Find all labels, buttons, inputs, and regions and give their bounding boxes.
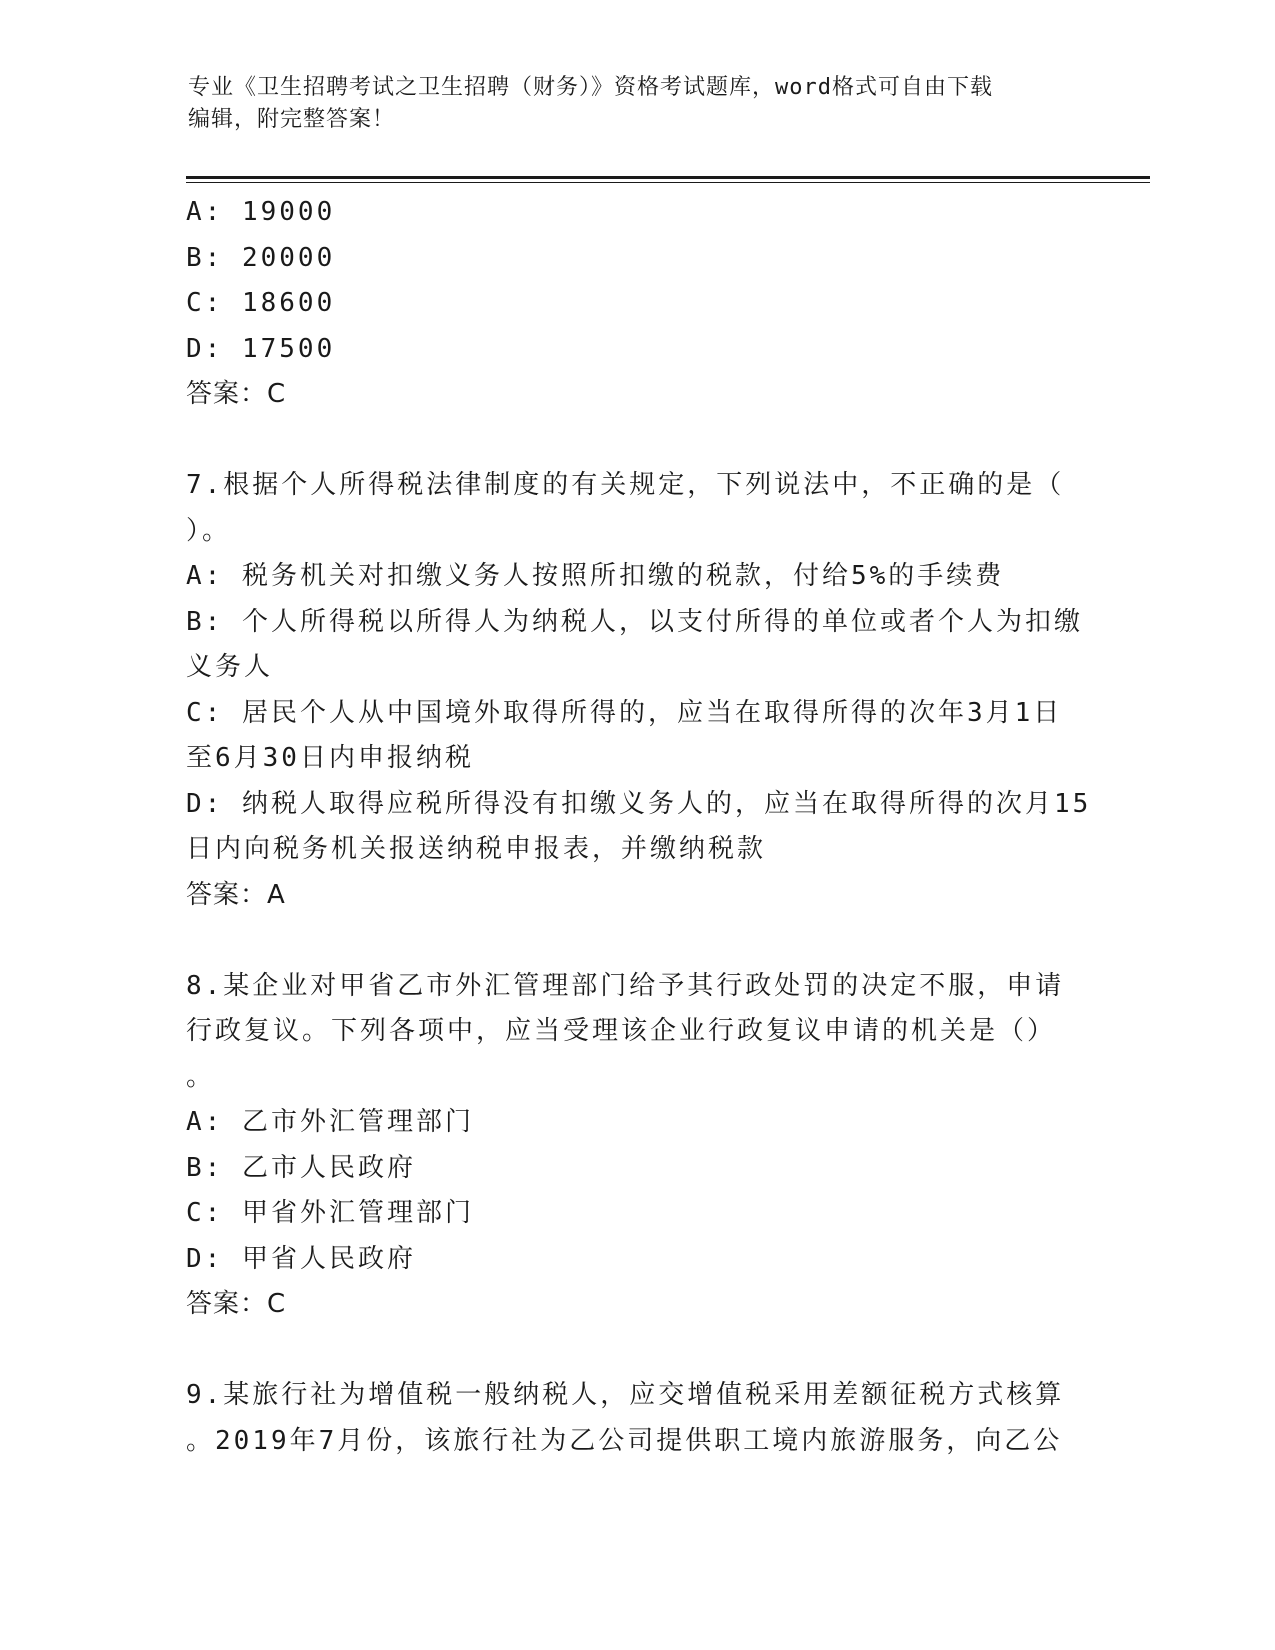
header-rule-thin: [186, 182, 1150, 183]
option-d: D: 甲省人民政府: [186, 1243, 416, 1274]
option-d: D: 17500: [186, 333, 336, 364]
option-a: A: 税务机关对扣缴义务人按照所扣缴的税款，付给5%的手续费: [186, 561, 1005, 591]
question-stem: 9.某旅行社为增值税一般纳税人，应交增值税采用差额征税方式核算: [186, 1380, 1065, 1410]
question-6: [186, 190, 1086, 418]
question-list: [186, 190, 1092, 1464]
spacer: [186, 918, 1086, 964]
header-line-1: 专业《卫生招聘考试之卫生招聘（财务）》资格考试题库，word格式可自由下载: [188, 75, 993, 100]
option-d: D: 纳税人取得应税所得没有扣缴义务人的，应当在取得所得的次月15: [186, 788, 1092, 819]
option-a: A: 乙市外汇管理部门: [186, 1107, 474, 1137]
answer: 答案：C: [186, 379, 287, 409]
answer: 答案：A: [186, 879, 286, 910]
option-b: B: 乙市人民政府: [186, 1152, 416, 1183]
question-9: [186, 1373, 1086, 1464]
option-b: 义务人: [186, 652, 274, 682]
option-c: 至6月30日内申报纳税: [186, 743, 474, 773]
option-d: 日内向税务机关报送纳税申报表，并缴纳税款: [186, 834, 767, 864]
question-8: [186, 964, 1086, 1328]
question-stem: 8.某企业对甲省乙市外汇管理部门给予其行政处罚的决定不服，申请: [186, 970, 1065, 1001]
header-rule: [186, 176, 1150, 179]
document-header: [188, 72, 1068, 136]
option-b: B: 20000: [186, 242, 336, 273]
option-c: C: 甲省外汇管理部门: [186, 1198, 474, 1228]
option-c: C: 居民个人从中国境外取得所得的，应当在取得所得的次年3月1日: [186, 697, 1063, 728]
spacer: [186, 1328, 1086, 1374]
question-stem: 7.根据个人所得税法律制度的有关规定，下列说法中，不正确的是（: [186, 470, 1065, 500]
question-stem: 行政复议。下列各项中，应当受理该企业行政复议申请的机关是（）: [186, 1016, 1057, 1046]
question-7: [186, 463, 1092, 918]
option-b: B: 个人所得税以所得人为纳税人，以支付所得的单位或者个人为扣缴: [186, 606, 1083, 637]
question-stem: 。: [186, 1061, 216, 1092]
header-line-2: 编辑，附完整答案！: [188, 107, 396, 132]
question-stem: 。2019年7月份，该旅行社为乙公司提供职工境内旅游服务，向乙公: [186, 1425, 1063, 1456]
option-a: A: 19000: [186, 197, 336, 227]
spacer: [186, 418, 1086, 464]
option-c: C: 18600: [186, 288, 336, 318]
answer: 答案：C: [186, 1289, 287, 1319]
question-stem: ）。: [186, 515, 232, 546]
